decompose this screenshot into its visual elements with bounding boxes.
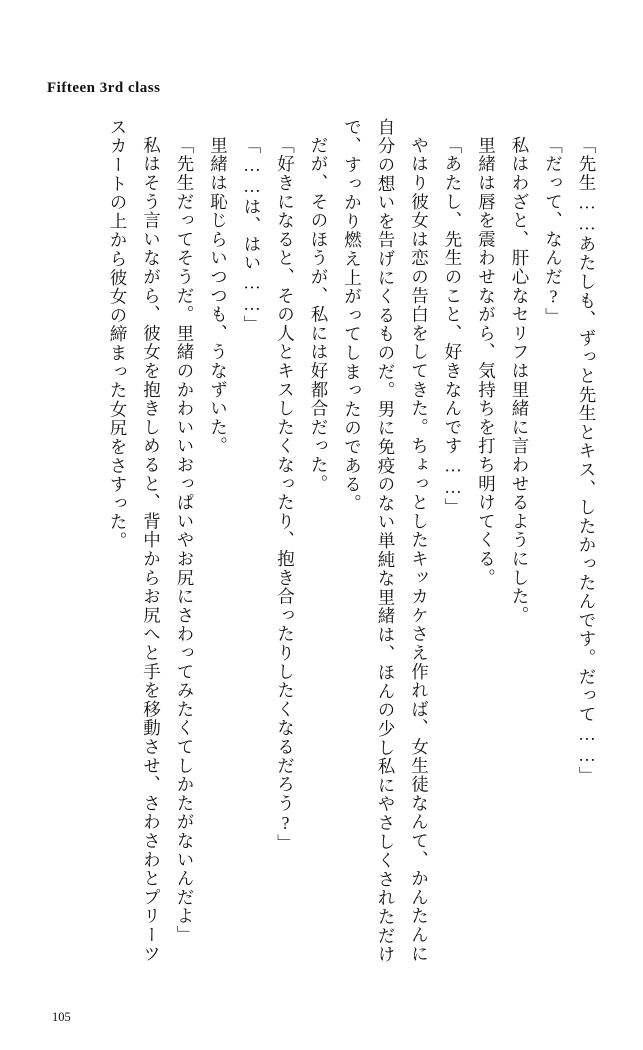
running-head: Fifteen 3rd class — [47, 80, 161, 96]
paragraph: 私はそう言いながら、彼女を抱きしめると、背中からお尻へと手を移動させ、さわさわとプリーツスカートの上から彼女の締まった女尻をさすった。 — [108, 118, 162, 964]
paragraph: やはり彼女は恋の告白をしてきた。ちょっとしたキッカケさえ作れば、女生徒なんて、かんたんに自分の想いを告げにくるものだ。男に免疫のない単純な里緒は、ほんの少し私にやさしくされただけで、すっかり燃え上がってしまったのである。 — [342, 118, 430, 964]
paragraph: 「先生だってそうだ。里緒のかわいいおっぱいやお尻にさわってみたくてしかたがないんだよ」 — [175, 136, 195, 945]
paragraph: 「先生……あたしも、ずっと先生とキス、したかったんです。だって……」 — [577, 136, 597, 786]
paragraph: 里緒は恥じらいつつも、うなずいた。 — [208, 136, 229, 456]
paragraph: 「あたし、先生のこと、好きなんです……」 — [443, 136, 463, 517]
paragraph: 「……は、はい……」 — [242, 136, 262, 334]
paragraph: 里緒は唇を震わせながら、気持ちを打ち明けてくる。 — [476, 136, 497, 588]
body-text — [40, 118, 603, 978]
paragraph: 私はわざと、肝心なセリフは里緒に言わせるようにした。 — [510, 136, 530, 625]
paragraph: 「だって、なんだ?」 — [543, 136, 564, 327]
paragraph: 「好きになると、その人とキスしたくなったり、抱き合ったりしたくなるだろう?」 — [275, 136, 296, 853]
page-number: 105 — [52, 1010, 71, 1024]
paragraph: だが、そのほうが、私には好都合だった。 — [309, 136, 329, 494]
